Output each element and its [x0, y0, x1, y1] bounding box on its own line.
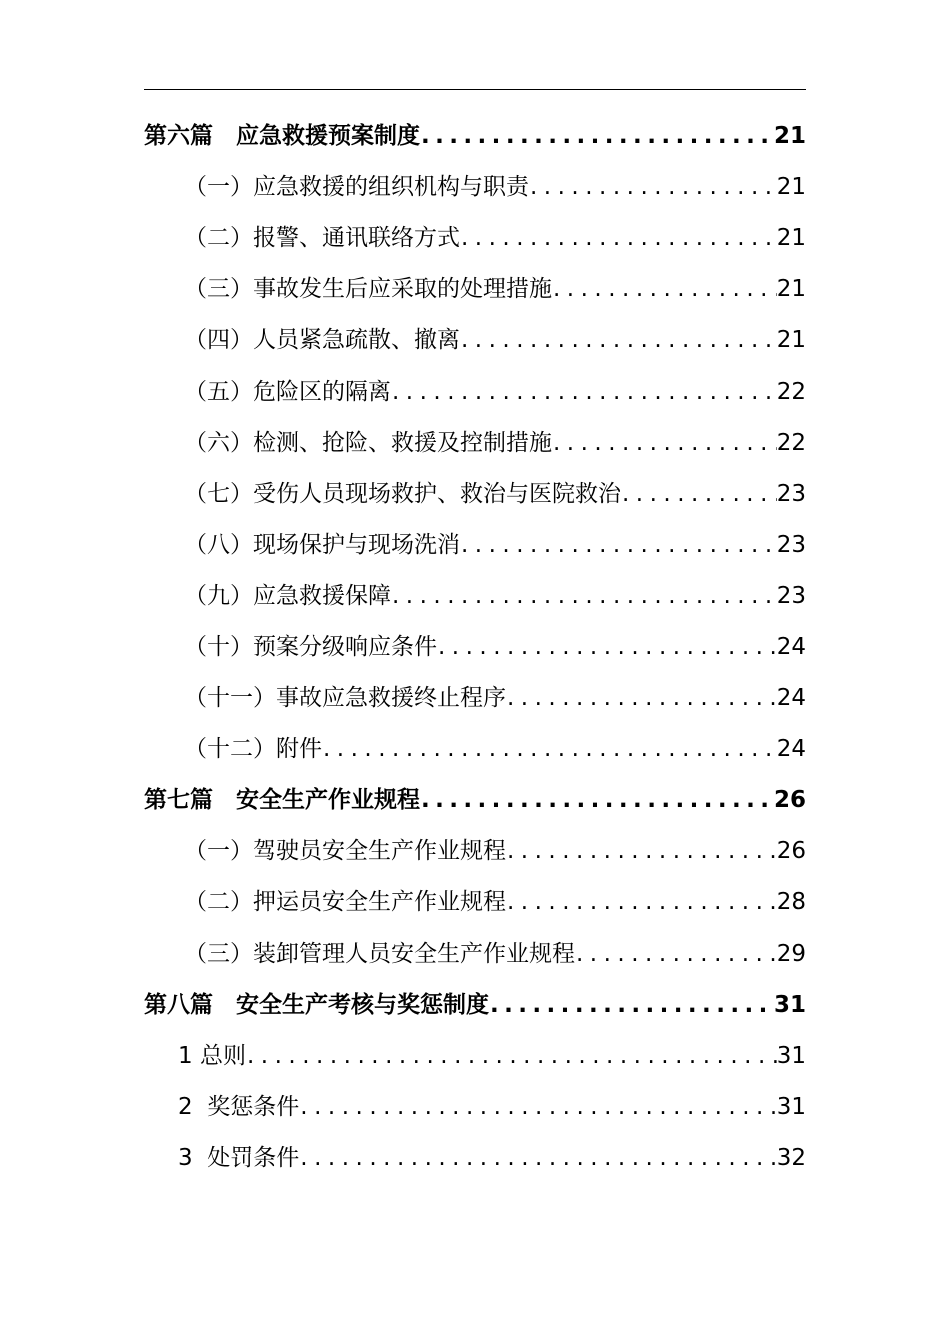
dot-leader: [460, 520, 777, 571]
dot-leader: [437, 622, 777, 673]
toc-section-6-2[interactable]: [144, 213, 806, 264]
toc-section-8-3[interactable]: [144, 1133, 806, 1184]
toc-entry-page: 22: [776, 378, 806, 405]
toc-entry-title: （二）押运员安全生产作业规程: [184, 889, 506, 916]
toc-section-6-8[interactable]: [144, 520, 806, 571]
toc-section-6-9[interactable]: [144, 571, 806, 622]
toc-entry-page: 21: [776, 276, 806, 303]
toc-entry-title: （十）预案分级响应条件: [184, 633, 437, 660]
toc-section-6-10[interactable]: [144, 622, 806, 673]
toc-section-8-1[interactable]: [144, 1031, 806, 1082]
toc-section-6-11[interactable]: [144, 673, 806, 724]
dot-leader: [506, 877, 777, 928]
header-rule: [144, 89, 806, 90]
dot-leader: [552, 264, 777, 315]
toc-section-7-1[interactable]: [144, 826, 806, 877]
toc-entry-title: （七）受伤人员现场救护、救治与医院救治: [184, 480, 621, 507]
toc-entry-title: 第六篇 应急救援预案制度: [144, 123, 420, 150]
toc-entry-title: 第七篇 安全生产作业规程: [144, 787, 420, 814]
toc-chapter-6[interactable]: [144, 111, 806, 162]
dot-leader: [322, 724, 777, 775]
toc-entry-title: 第八篇 安全生产考核与奖惩制度: [144, 991, 489, 1018]
dot-leader: [506, 673, 777, 724]
dot-leader: [246, 1031, 777, 1082]
toc-section-8-2[interactable]: [144, 1082, 806, 1133]
toc-entry-title: （十一）事故应急救援终止程序: [184, 685, 506, 712]
dot-leader: [575, 929, 777, 980]
dot-leader: [552, 418, 777, 469]
toc-section-7-2[interactable]: [144, 877, 806, 928]
dot-leader: [460, 213, 777, 264]
dot-leader: [391, 367, 777, 418]
toc-entry-title: 3 处罚条件: [178, 1144, 300, 1171]
toc-entry-page: 21: [776, 225, 806, 252]
toc-entry-page: 32: [776, 1144, 806, 1171]
toc-entry-title: （三）装卸管理人员安全生产作业规程: [184, 940, 575, 967]
toc-section-7-3[interactable]: [144, 929, 806, 980]
toc-chapter-7[interactable]: [144, 775, 806, 826]
dot-leader: [506, 826, 777, 877]
toc-entry-page: 23: [776, 480, 806, 507]
toc-entry-page: 22: [776, 429, 806, 456]
toc-section-6-12[interactable]: [144, 724, 806, 775]
toc-section-6-5[interactable]: [144, 366, 806, 417]
toc-entry-title: （三）事故发生后应采取的处理措施: [184, 276, 552, 303]
toc-entry-title: （十二）附件: [184, 736, 322, 763]
toc-entry-page: 26: [773, 787, 806, 814]
dot-leader: [621, 469, 777, 520]
toc-section-6-3[interactable]: [144, 264, 806, 315]
dot-leader: [299, 1133, 776, 1184]
toc-entry-title: （八）现场保护与现场洗消: [184, 531, 460, 558]
toc-section-6-6[interactable]: [144, 418, 806, 469]
toc-entry-page: 23: [776, 531, 806, 558]
toc-entry-page: 21: [773, 123, 806, 150]
toc-entry-title: （二）报警、通讯联络方式: [184, 225, 460, 252]
toc-entry-title: （五）危险区的隔离: [184, 378, 391, 405]
toc-entry-page: 24: [776, 685, 806, 712]
toc-entry-page: 28: [776, 889, 806, 916]
toc-entry-title: （九）应急救援保障: [184, 582, 391, 609]
toc-entry-page: 24: [776, 633, 806, 660]
toc-section-6-7[interactable]: [144, 469, 806, 520]
toc-entry-title: （一）应急救援的组织机构与职责: [184, 174, 529, 201]
toc-entry-page: 23: [776, 582, 806, 609]
toc-entry-title: 1 总则: [178, 1042, 246, 1069]
dot-leader: [460, 315, 777, 366]
toc-section-6-1[interactable]: [144, 162, 806, 213]
toc-entry-page: 31: [776, 1042, 806, 1069]
dot-leader: [391, 571, 777, 622]
toc-entry-title: （四）人员紧急疏散、撤离: [184, 327, 460, 354]
dot-leader: [489, 980, 774, 1031]
dot-leader: [299, 1082, 776, 1133]
toc-entry-page: 21: [776, 327, 806, 354]
dot-leader: [529, 162, 777, 213]
toc-section-6-4[interactable]: [144, 315, 806, 366]
toc-entry-page: 31: [773, 991, 806, 1018]
toc-entry-page: 21: [776, 174, 806, 201]
toc-entry-page: 29: [776, 940, 806, 967]
toc-entry-title: （六）检测、抢险、救援及控制措施: [184, 429, 552, 456]
table-of-contents: [144, 111, 806, 1184]
toc-entry-page: 31: [776, 1093, 806, 1120]
dot-leader: [420, 111, 774, 162]
toc-chapter-8[interactable]: [144, 980, 806, 1031]
dot-leader: [420, 775, 774, 826]
toc-entry-title: （一）驾驶员安全生产作业规程: [184, 838, 506, 865]
toc-entry-page: 26: [776, 838, 806, 865]
toc-entry-page: 24: [776, 736, 806, 763]
toc-entry-title: 2 奖惩条件: [178, 1093, 300, 1120]
